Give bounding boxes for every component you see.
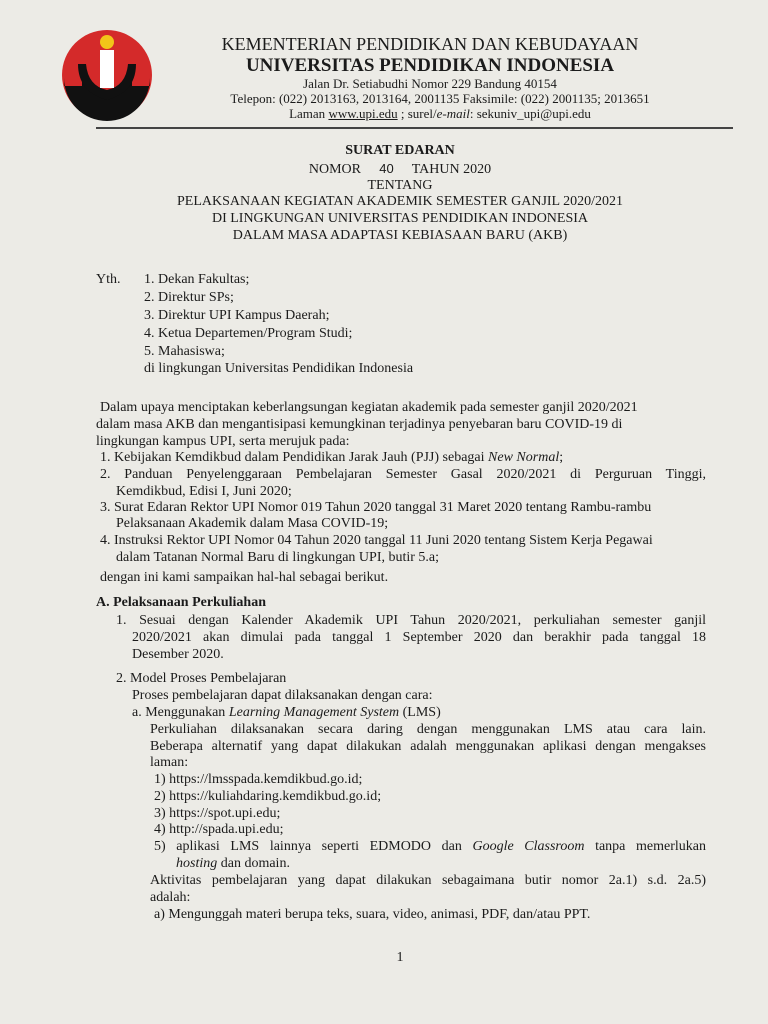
surel-text: ; surel/ — [397, 106, 437, 121]
link-5-domain: dan domain. — [217, 856, 290, 871]
email-label: e-mail — [436, 106, 470, 121]
point-1-cont: Desember 2020. — [132, 647, 224, 662]
link-5-hosting: hosting — [176, 856, 218, 871]
address: Jalan Dr. Setiabudhi Nomor 229 Bandung 40154 — [303, 76, 557, 91]
link-item: 3) https://spot.upi.edu; — [154, 806, 281, 821]
subject-2: DI LINGKUNGAN UNIVERSITAS PENDIDIKAN INDONESIA — [211, 211, 589, 226]
reference-2: 2. Panduan Penyelenggaraan Pembelajaran Semester Gasal 2020/2021 di Perguruan Tinggi, — [100, 467, 706, 482]
point-2a-line: laman: — [150, 755, 189, 770]
header-divider — [96, 127, 733, 129]
page-number: 1 — [396, 950, 404, 965]
point-1-cont: 2020/2021 akan dimulai pada tanggal 1 September 2020 dan berakhir pada tanggal 18 — [132, 630, 706, 645]
recipient-item: 5. Mahasiswa; — [144, 344, 225, 359]
link-5-italic: Google Classroom — [472, 839, 585, 854]
reference-2-cont: Kemdikbud, Edisi I, Juni 2020; — [116, 484, 292, 499]
point-2a-prefix: a. Menggunakan — [132, 705, 229, 720]
subject-1: PELAKSANAAN KEGIATAN AKADEMIK SEMESTER GANJIL 2020/2021 — [177, 194, 623, 209]
ref-1-end: ; — [559, 450, 564, 465]
point-2a — [132, 705, 441, 721]
email-address[interactable]: : sekuniv_upi@upi.edu — [469, 106, 591, 121]
ref-1-italic: New Normal — [488, 450, 560, 465]
point-2a-italic: Learning Management System — [228, 705, 400, 720]
reference-3: 3. Surat Edaran Rektor UPI Nomor 019 Tahun 2020 tanggal 31 Maret 2020 tentang Rambu-rambu — [100, 500, 652, 515]
website-link[interactable]: www.upi.edu — [328, 106, 398, 121]
link-item: 1) https://lmsspada.kemdikbud.go.id; — [154, 772, 363, 787]
university-logo — [60, 28, 154, 122]
reference-3-cont: Pelaksanaan Akademik dalam Masa COVID-19; — [116, 516, 389, 531]
activity-line: Aktivitas pembelajaran yang dapat dilakukan sebagaimana butir nomor 2a.1) s.d. 2a.5) — [150, 873, 706, 888]
nomor-value: 40 — [379, 161, 394, 176]
reference-4: 4. Instruksi Rektor UPI Nomor 04 Tahun 2020 tanggal 11 Juni 2020 tentang Sistem Kerja Pegawai — [100, 533, 653, 548]
tahun: TAHUN 2020 — [411, 162, 492, 177]
contact-line — [180, 106, 700, 122]
link-item: 2) https://kuliahdaring.kemdikbud.go.id; — [154, 789, 382, 804]
ref-1-text: 1. Kebijakan Kemdikbud dalam Pendidikan Jarak Jauh (PJJ) sebagai — [100, 450, 489, 465]
activity-line: adalah: — [150, 890, 191, 905]
point-2a-line: Beberapa alternatif yang dapat dilakukan adalah menggunakan aplikasi dengan mengakses — [150, 739, 706, 754]
doc-type: SURAT EDARAN — [345, 143, 455, 158]
nomor-label: NOMOR — [308, 162, 361, 177]
link-item-5 — [154, 839, 706, 855]
point-2-intro: Proses pembelajaran dapat dilaksanakan dengan cara: — [132, 688, 433, 703]
university-name: UNIVERSITAS PENDIDIKAN INDONESIA — [245, 55, 615, 76]
link-item-5-cont — [176, 856, 290, 872]
recipient-item: 3. Direktur UPI Kampus Daerah; — [144, 308, 330, 323]
reference-1 — [100, 450, 563, 466]
recipient-label: Yth. — [96, 272, 121, 287]
intro-line: Dalam upaya menciptakan keberlangsungan kegiatan akademik pada semester ganjil 2020/2021 — [100, 400, 638, 415]
recipient-item: 4. Ketua Departemen/Program Studi; — [144, 326, 353, 341]
link-5-text: 5) aplikasi LMS lainnya seperti EDMODO dan — [154, 839, 473, 854]
recipient-item: 2. Direktur SPs; — [144, 290, 234, 305]
point-1: 1. Sesuai dengan Kalender Akademik UPI Tahun 2020/2021, perkuliahan semester ganjil — [116, 613, 706, 628]
intro-closing: dengan ini kami sampaikan hal-hal sebagai berikut. — [100, 570, 389, 585]
point-2a-line: Perkuliahan dilaksanakan secara daring dengan menggunakan LMS atau cara lain. — [150, 722, 706, 737]
point-2-title: 2. Model Proses Pembelajaran — [116, 671, 287, 686]
subject-3: DALAM MASA ADAPTASI KEBIASAAN BARU (AKB) — [232, 228, 568, 243]
recipient-scope: di lingkungan Universitas Pendidikan Indonesia — [144, 361, 414, 376]
activity-item: a) Mengunggah materi berupa teks, suara, video, animasi, PDF, dan/atau PPT. — [154, 907, 591, 922]
point-2a-suffix: (LMS) — [399, 705, 441, 720]
link-5-end: tanpa memerlukan — [584, 839, 706, 854]
intro-line: dalam masa AKB dan mengantisipasi kemungkinan terjadinya penyebaran baru COVID-19 di — [96, 417, 623, 432]
link-item: 4) http://spada.upi.edu; — [154, 822, 284, 837]
intro-line: lingkungan kampus UPI, serta merujuk pada: — [96, 434, 350, 449]
section-a-heading: A. Pelaksanaan Perkuliahan — [96, 595, 266, 610]
laman-label: Laman — [289, 106, 329, 121]
reference-4-cont: dalam Tatanan Normal Baru di lingkungan UPI, butir 5.a; — [116, 550, 440, 565]
nomor-line — [100, 161, 700, 178]
ministry-name: KEMENTERIAN PENDIDIKAN DAN KEBUDAYAAN — [221, 34, 639, 54]
recipient-item: 1. Dekan Fakultas; — [144, 272, 250, 287]
tentang: TENTANG — [367, 178, 433, 193]
phone-line: Telepon: (022) 2013163, 2013164, 2001135 Faksimile: (022) 2001135; 2013651 — [230, 91, 650, 106]
